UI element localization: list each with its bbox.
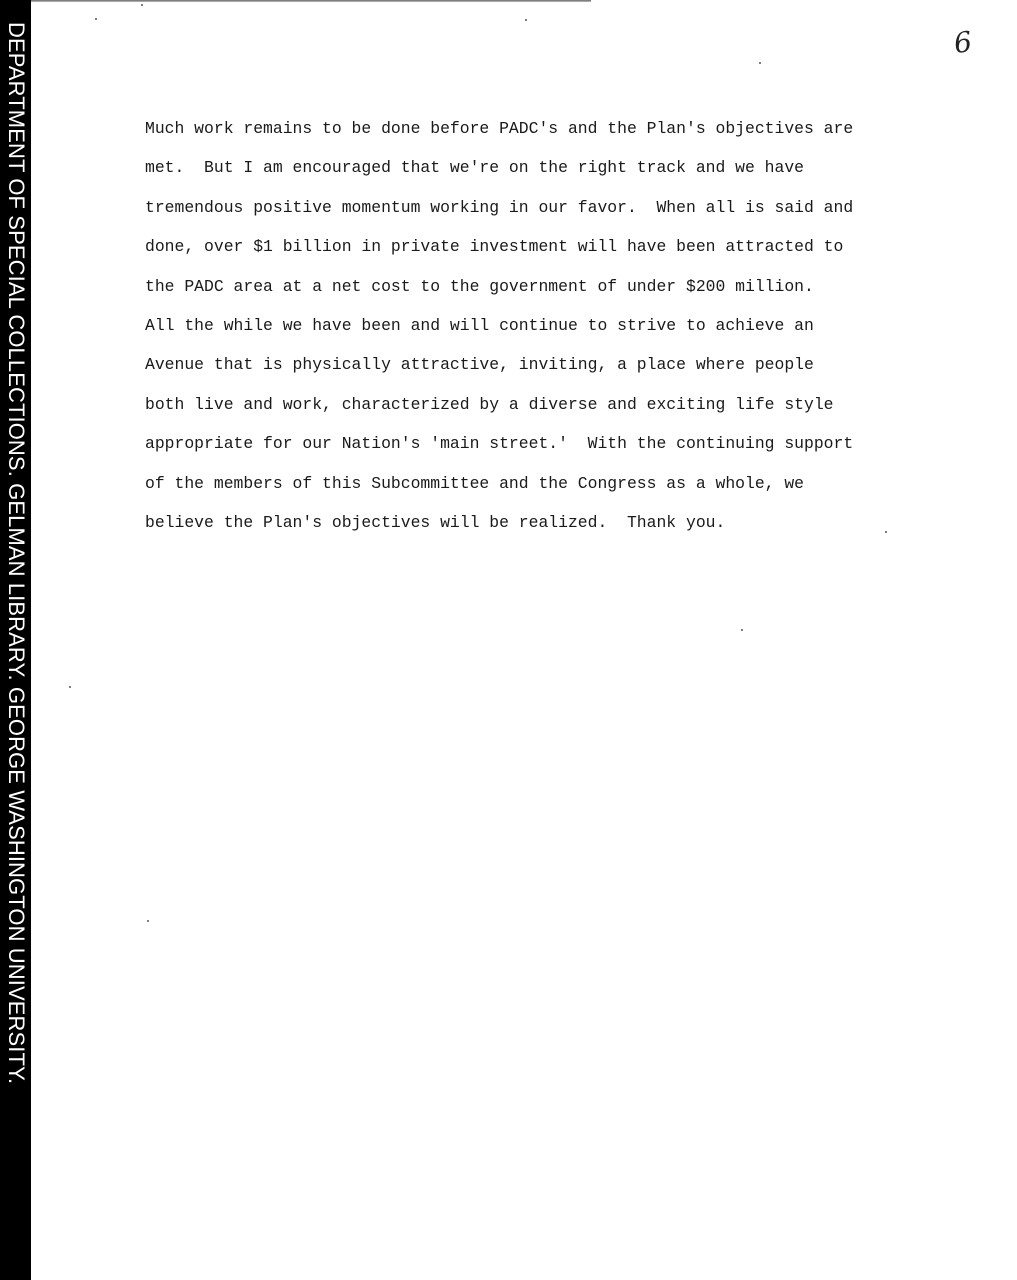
body-line: done, over $1 billion in private investment will have been attracted to <box>145 237 844 257</box>
scan-speck <box>141 4 143 6</box>
body-line: Avenue that is physically attractive, inviting, a place where people <box>145 355 814 375</box>
scan-speck <box>147 920 149 922</box>
archive-sidebar <box>0 0 31 1280</box>
body-line: believe the Plan's objectives will be realized. Thank you. <box>145 513 726 533</box>
scan-speck <box>885 531 887 533</box>
scan-speck <box>741 629 743 631</box>
body-line: tremendous positive momentum working in our favor. When all is said and <box>145 197 854 217</box>
body-line: Much work remains to be done before PADC's and the Plan's objectives are <box>145 119 854 138</box>
scan-speck <box>69 686 71 688</box>
scan-speck <box>759 62 761 64</box>
body-line: of the members of this Subcommittee and the Congress as a whole, we <box>145 473 805 493</box>
page-number: 6 <box>951 24 975 61</box>
body-line: All the while we have been and will continue to strive to achieve an <box>145 316 814 336</box>
scan-speck <box>95 18 97 20</box>
body-line: met. But I am encouraged that we're on the right track and we have <box>145 158 805 178</box>
archive-credit-text: DEPARTMENT OF SPECIAL COLLECTIONS. GELMAN LIBRARY. GEORGE WASHINGTON UNIVERSITY. <box>4 22 29 1085</box>
scan-top-edge <box>31 0 591 2</box>
body-paragraph <box>145 109 865 542</box>
body-line: appropriate for our Nation's 'main street.' With the continuing support <box>145 434 854 454</box>
scan-speck <box>525 19 527 21</box>
body-line: the PADC area at a net cost to the government of under $200 million. <box>145 276 814 296</box>
body-line: both live and work, characterized by a diverse and exciting life style <box>145 394 834 414</box>
